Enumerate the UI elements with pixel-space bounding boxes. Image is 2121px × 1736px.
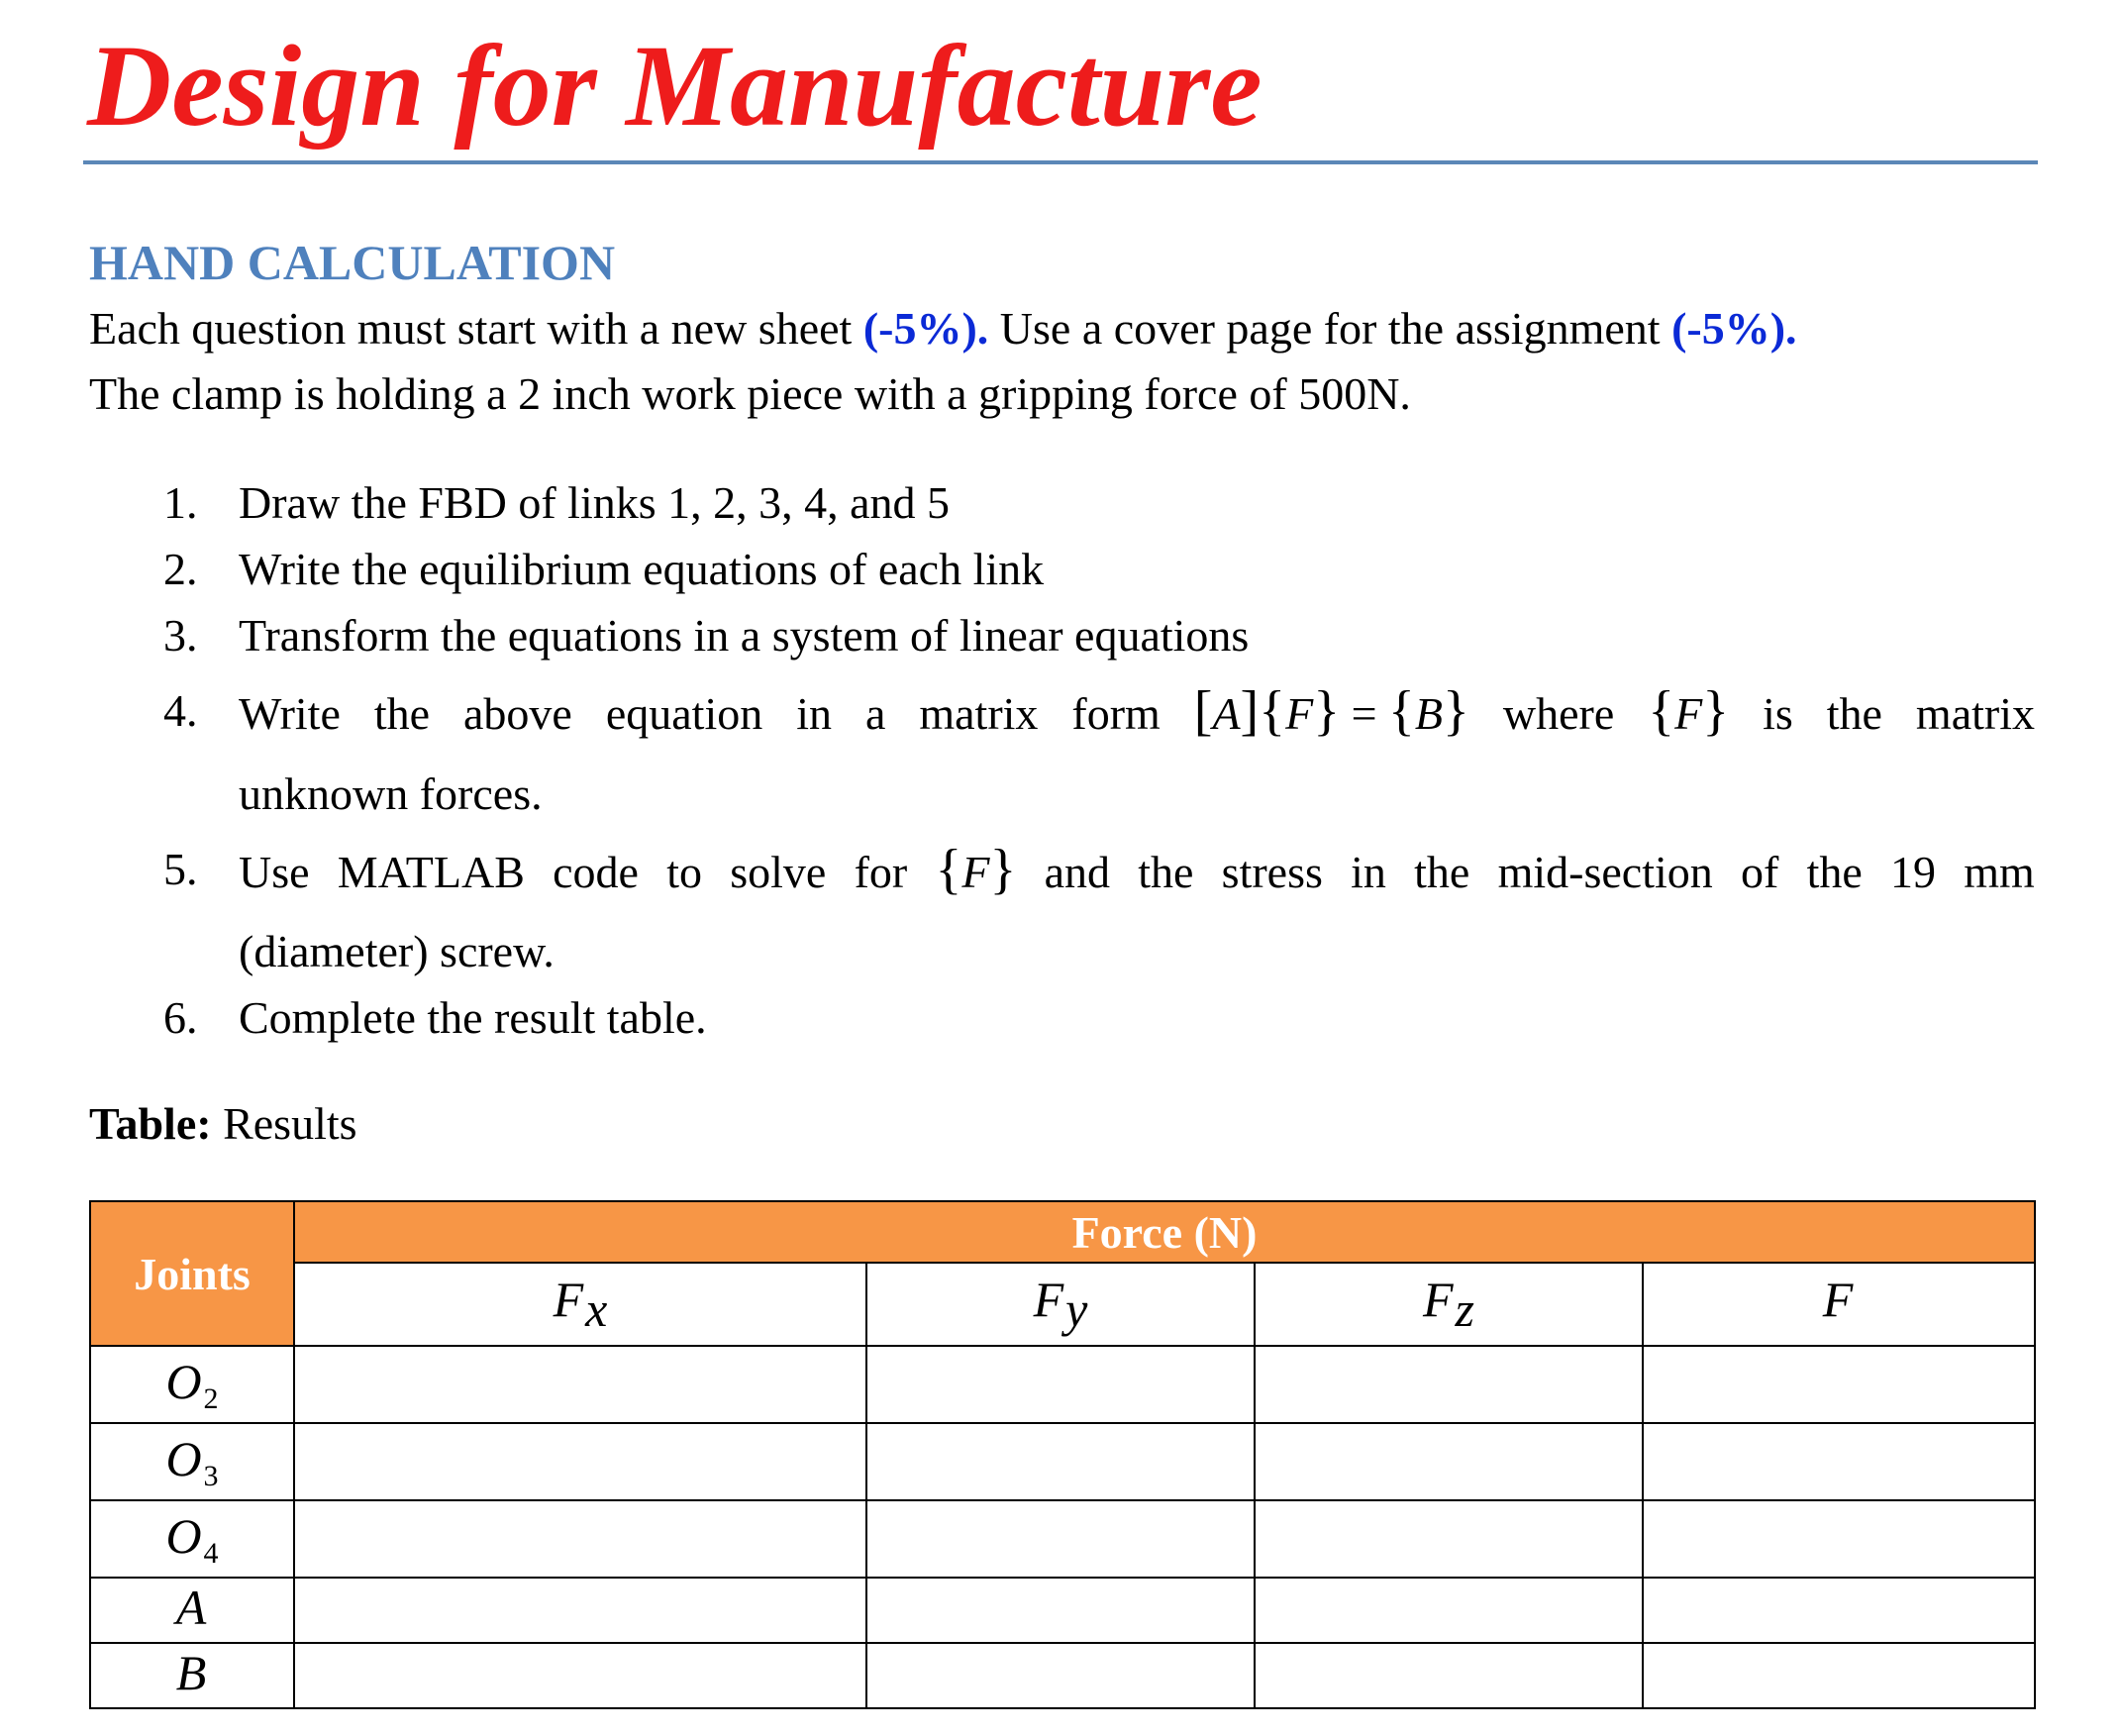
word: Use	[239, 847, 310, 897]
intro-text-2: Use a cover page for the assignment	[988, 303, 1672, 354]
table-caption	[89, 1094, 357, 1154]
table-row	[90, 1346, 2035, 1423]
table-cell[interactable]	[866, 1346, 1255, 1423]
word: for	[854, 847, 908, 897]
table-cell[interactable]	[294, 1578, 866, 1643]
table-cell[interactable]	[294, 1423, 866, 1500]
column-header-f	[1643, 1263, 2035, 1346]
table-caption-label: Table:	[89, 1098, 212, 1149]
question-number: 1.	[163, 477, 198, 528]
word: in	[796, 688, 832, 739]
word: the	[1414, 847, 1470, 897]
matrix-a-symbol: A	[1212, 688, 1241, 739]
title-underline	[83, 160, 2038, 164]
intro-text-1: Each question must start with a new sheet	[89, 303, 863, 354]
question-number: 5.	[163, 844, 198, 894]
word: and	[1044, 847, 1110, 897]
word: where	[1502, 688, 1615, 739]
table-cell[interactable]	[1643, 1500, 2035, 1578]
word: is	[1763, 688, 1793, 739]
joint-label-o4	[90, 1500, 294, 1578]
table-cell[interactable]	[1255, 1423, 1643, 1500]
table-cell[interactable]	[1255, 1643, 1643, 1708]
force-symbol: F	[1033, 1272, 1064, 1327]
question-4-line-1	[239, 681, 2035, 744]
document-title: Design for Manufacture	[87, 21, 1262, 151]
table-cell[interactable]	[294, 1346, 866, 1423]
force-symbol: F	[1422, 1272, 1454, 1327]
table-cell[interactable]	[294, 1643, 866, 1708]
word: the	[1806, 847, 1863, 897]
question-text: (diameter) screw.	[239, 926, 555, 976]
intro-line-2: The clamp is holding a 2 inch work piece with a gripping force of 500N.	[89, 368, 1411, 419]
force-symbol: F	[1822, 1272, 1854, 1327]
matrix-b-symbol: B	[1414, 688, 1444, 739]
column-header-fy	[866, 1263, 1255, 1346]
word: matrix	[919, 688, 1039, 739]
intro-paragraph	[89, 299, 1797, 358]
table-row	[90, 1578, 2035, 1643]
table-cell[interactable]	[1255, 1578, 1643, 1643]
joint-label-o2	[90, 1346, 294, 1423]
joint-symbol: O	[165, 1431, 202, 1486]
table-cell[interactable]	[1255, 1500, 1643, 1578]
penalty-2: (-5%).	[1671, 303, 1797, 354]
word: matrix	[1915, 688, 2035, 739]
table-row	[90, 1500, 2035, 1578]
penalty-1: (-5%).	[862, 303, 989, 354]
table-cell[interactable]	[866, 1500, 1255, 1578]
joint-symbol: B	[175, 1645, 207, 1700]
table-caption-text: Results	[211, 1098, 357, 1149]
word: the	[1826, 688, 1882, 739]
table-cell[interactable]	[1643, 1578, 2035, 1643]
force-subscript: y	[1065, 1281, 1088, 1337]
vector-f-symbol: F	[961, 847, 990, 897]
matrix-f-symbol: F	[1285, 688, 1314, 739]
question-number: 4.	[163, 685, 198, 736]
question-text: unknown forces.	[239, 768, 543, 819]
joint-symbol: O	[165, 1354, 202, 1409]
word: to	[666, 847, 702, 897]
column-header-fx	[294, 1263, 866, 1346]
matrix-equation: [A]{F} = {B}	[1193, 680, 1469, 742]
section-heading: HAND CALCULATION	[89, 235, 616, 290]
table-cell[interactable]	[1643, 1346, 2035, 1423]
joints-header: Joints	[90, 1201, 294, 1346]
results-table	[89, 1200, 2036, 1709]
word: a	[864, 688, 886, 739]
table-cell[interactable]	[294, 1500, 866, 1578]
vector-f: {F}	[935, 839, 1017, 900]
table-cell[interactable]	[1643, 1423, 2035, 1500]
question-text: Draw the FBD of links 1, 2, 3, 4, and 5	[239, 477, 951, 528]
force-subscript: z	[1455, 1281, 1474, 1337]
joint-symbol: O	[165, 1508, 202, 1564]
joint-label-a	[90, 1578, 294, 1643]
question-number: 2.	[163, 544, 198, 594]
table-cell[interactable]	[866, 1578, 1255, 1643]
joint-label-b	[90, 1643, 294, 1708]
table-row	[90, 1423, 2035, 1500]
word: code	[553, 847, 639, 897]
column-header-fz	[1255, 1263, 1643, 1346]
table-cell[interactable]	[866, 1643, 1255, 1708]
word: MATLAB	[337, 847, 525, 897]
joint-subscript: 3	[203, 1460, 219, 1492]
question-text: Complete the result table.	[239, 992, 707, 1043]
table-cell[interactable]	[1255, 1346, 1643, 1423]
word: the	[1138, 847, 1194, 897]
joint-label-o3	[90, 1423, 294, 1500]
word: above	[463, 688, 572, 739]
joint-subscript: 2	[203, 1382, 219, 1415]
table-cell[interactable]	[866, 1423, 1255, 1500]
word: of	[1741, 847, 1779, 897]
table-cell[interactable]	[1643, 1643, 2035, 1708]
word: mm	[1964, 847, 2035, 897]
vector-f: {F}	[1648, 680, 1730, 742]
word: equation	[605, 688, 763, 739]
word: stress	[1221, 847, 1323, 897]
question-text: Transform the equations in a system of linear equations	[239, 610, 1250, 661]
vector-f-symbol: F	[1674, 688, 1703, 739]
word: Write	[239, 688, 341, 739]
question-5-line-1	[239, 840, 2035, 902]
table-row	[90, 1643, 2035, 1708]
force-symbol: F	[553, 1272, 584, 1327]
question-text: Write the equilibrium equations of each link	[239, 544, 1045, 594]
force-header: Force (N)	[294, 1201, 2035, 1263]
word: solve	[730, 847, 827, 897]
word: the	[373, 688, 431, 739]
word: mid-section	[1497, 847, 1713, 897]
word: form	[1071, 688, 1161, 739]
question-number: 3.	[163, 610, 198, 661]
word: in	[1351, 847, 1386, 897]
word: 19	[1890, 847, 1937, 897]
question-number: 6.	[163, 992, 198, 1043]
force-subscript: x	[585, 1281, 608, 1337]
joint-subscript: 4	[203, 1537, 219, 1570]
joint-symbol: A	[175, 1580, 207, 1635]
